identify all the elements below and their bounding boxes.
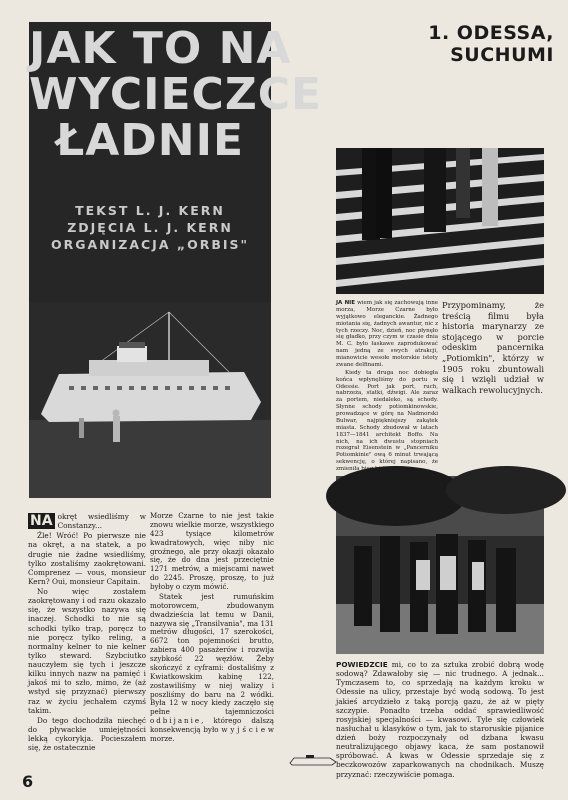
paragraph: Morze Czarne to nie jest takie znowu wielkie morze, wszystkiego 423 tysiące kilometrów kwadratowych, więc niby nic groźnego, ale przy okazji okazało się, że do dna jest przeciętnie 1271 metrów, a miejscami nawet do 2245. Proszę, proszę, to już byłoby o czym mówić. <box>150 511 274 591</box>
text-column-3a <box>336 300 438 476</box>
text-column-1 <box>28 512 146 758</box>
paragraph: Kiedy ta druga noc dobiegła końca wpłynęliśmy do portu w Odessie. Port jak port, ruch, nabrzeża, statki, dźwigi. Ale zaraz za portem, niedaleko, są schody. Słynne schody potiomkinowskie, prowadzące w górę na Nadmorski Bulwar, najpiękniejszy zakątek miasta. Schody zbudował w latach 1837—1841 architekt Boffo. Na nich, na ich dwustu stopniach rozegrał Eisenstein w „Pancerniku Potiomkinie" ową 6 minut trwającą sekwencję, o której napisano, że zmieniła bieg historii filmu. <box>336 369 438 472</box>
lead-in: POWIEDZCIE <box>336 660 388 669</box>
text-column-3b <box>442 300 544 476</box>
paragraph: Statek jest rumuńskim motorowcem, zbudowanym dwadzieścia lat temu w Danii, nazywa się „Transilvania", ma 131 metrów długości, 17 szerokości, 6672 ton pojemności brutto, zabiera 400 pasażerów i rozwija szybkość 22 węzłów. Żeby skończyć z cyframi: dostaliśmy z Kwiatkowskim kabinę 122, zostawiliśmy w niej walizy i poszliśmy do baru na 2 wódki. Była 12 w nocy kiedy zaczęło się pełne tajemniczości <box>150 591 274 717</box>
title-line-1: JAK TO NA <box>29 23 292 74</box>
text-column-2 <box>150 512 274 758</box>
title-line-3: ŁADNIE <box>55 115 245 166</box>
paragraph: wiem jak się zachowują inne morza, Morze Czarne było wyjątkowo eleganckie. Żadnego miotania się, żadnych awantur, nic z tych rzeczy. Noc, dzień, noc płynęło się gładko, przy czym w czasie dnia M. C. było łaskawe zaprodukować nam jedną ze swych atrakcji, mianowicie wesołe motorskie istoty zwane delfinami. <box>336 300 439 368</box>
ship-icon <box>288 752 338 768</box>
paragraph: okręt wsiedliśmy w Constanzy... <box>57 512 146 531</box>
credit-organization: ORGANIZACJA „ORBIS" <box>50 237 250 252</box>
drop-cap: NA <box>30 513 53 529</box>
paragraph: Do tego dochodziła niechęć do pływackie umiejętności lekką cykorykja. Pocieszałem się, że ostatecznie <box>28 715 146 753</box>
spaced-word: odbijanie <box>150 716 202 726</box>
section-heading: 1. ODESSA, SUCHUMI <box>428 22 554 66</box>
odessa-street-photo <box>336 476 544 654</box>
paragraph: mi, co to za sztuka zrobić dobrą wodę sodową? Zdawałoby się — nic trudnego. A jednak... Tymczasem to, co sprzedają na każdym kroku w Odessie na ulicy, przestaje być wodą sodową. To jest jakieś arcydzieło z taką porcją gazu, że aż w pięty szczypie. Ponadto trzeba oddać sprawiedliwość rosyjskiej specjalności — kwasowi. Tyle się człowiek nasłuchał u klasyków o tym, jak to staroruskie pijanice dzień boży rozpoczynały od dzbana kwasu neutralizującego objawy kaca, że sam postanowił spróbować. A kwas w Odessie sprzedaje się z beczkowozów zaparkowanych na chodnikach. Muszę przyznać: rzeczywiście pomaga. <box>336 660 544 779</box>
title-line-2: WYCIECZCE <box>29 69 323 120</box>
page-number: 6 <box>22 772 34 791</box>
text-column-4 <box>336 660 544 780</box>
article-title <box>29 23 323 166</box>
article-credits <box>29 202 271 253</box>
credit-text: TEKST L. J. KERN <box>75 203 225 218</box>
lead-in: JA NIE <box>336 300 355 306</box>
hero-photo-panel <box>29 22 323 498</box>
paragraph-tail: , którego dalszą konsekwencją było w y j ś c i e w morze. <box>150 716 274 743</box>
odessa-steps-photo <box>336 148 544 294</box>
paragraph: Źle! Wróć! Po pierwsze nie na okręt, a na statek, a po drugie nie żadne wsiedliśmy, tylko zostaliśmy zaokrętowani. Comprenez — vous, monsieur Kern? Oui, monsieur Capitain. <box>28 531 146 586</box>
paragraph: Przypominamy, że treścią filmu była historia marynarzy ze stojącego w porcie odeskim pancernika „Potiomkin", którzy w 1905 roku zbuntowali się i wzięli udział w walkach rewolucyjnych. <box>442 300 544 395</box>
credit-photos: ZDJĘCIA L. J. KERN <box>67 220 233 235</box>
paragraph: No więc zostałem zaokrętowany i od razu okazało się, że wszystko nazywa się inaczej. Schodki to nie są schodki tylko trap, poręcz to nie poręcz tylko reling, a normalny kelner to nie kelner tylko steward. Szybciutko nauczyłem się tych i jeszcze kilku innych nazw na pamięć i jakoś mi to szło, mimo, że (aż wstyd się przyznać) pierwszy raz w życiu jechałem czymś takim. <box>28 587 146 715</box>
ship-illustration <box>29 302 271 498</box>
